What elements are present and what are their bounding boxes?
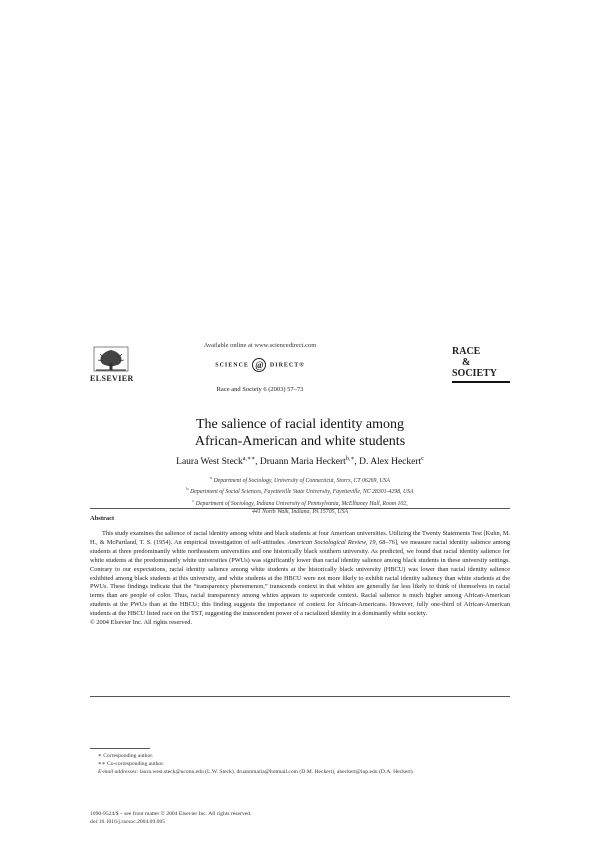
elsevier-tree-icon [90,346,132,374]
author-separator: , [354,457,360,468]
author-name: Laura West Steck [176,457,243,468]
author-separator: , [255,457,260,468]
title-line-1: The salience of racial identity among [196,417,404,432]
author-marks: c [421,456,424,462]
top-divider [90,508,510,509]
bottom-divider [90,696,510,697]
footnotes [90,748,510,776]
availability-text: Available online at www.sciencedirect.com [203,342,317,349]
footnote-emails [90,768,510,776]
affiliation-line [90,497,510,508]
title-line-2: African-American and white students [194,434,406,449]
footnote-rule [90,748,150,749]
doi-line: doi:10.1016/j.racsoc.2004.09.005 [90,819,166,825]
affiliation-mark: c [192,497,195,503]
issn-block [90,810,251,826]
abstract-text-2: 68–76], we measure racial identity salience among students at three predominantly white northeastern universities and one historically black southern university. As predicted, we found that racial identity salience for white students at the predominantly white universities (PWUs) was significantly lower than racial identity salience among black students in these university settings. Contrary to our expectations, racial identity salience among white students at the historically black university (HBCU) was lower than racial identity salience exhibited among black students at this university, and white students at the HBCU were not more likely to exhibit racial identity saliency than white students at the PWUs. These findings indicate that the “transparency phenomenon,” transcends context in that whites are generally far less likely to think of themselves in racial terms than are people of color. Thus, racial transparency among whites appears to supercede context. Racial salience is much higher among African-American students at the PWUs than at the HBCU; this finding suggests the importance of context for African-Americans. However, fully one-third of African-American students at the HBCU listed race on the TST, suggesting the transcendent power of a racialized identity in a dominantly white society. [90,538,511,618]
affiliation-text: 441 North Walk, Indiana, PA 15705, USA [251,508,349,515]
journal-logo-line3: SOCIETY [452,368,498,379]
affiliation-mark: a [210,475,212,480]
journal-citation: Race and Society 6 (2003) 57–73 [216,386,304,393]
affiliations [90,474,510,516]
article-title [90,416,510,450]
footnote-corresponding: ∗ Corresponding author. [98,753,154,759]
email-text: laura.west.steck@uconn.edu (L.W. Steck), druannmaria@hotmail.com (D.M. Heckert), aheckert@iup.edu (D.A. Heckert). [138,769,415,775]
affiliation-line [90,485,510,496]
abstract-body [90,530,510,628]
sd-right-text: DIRECT® [269,362,305,369]
publisher-name: ELSEVIER [90,374,134,383]
issn-line: 1090-9524/$ – see front matter © 2004 Elsevier Inc. All rights reserved. [90,811,252,817]
author-list [90,455,510,467]
affiliation-mark: b [186,486,189,492]
abstract-copyright: © 2004 Elsevier Inc. All rights reserved. [90,619,193,627]
abstract-journal-ref: American Sociological Review, 19, [287,538,378,546]
affiliation-text: Department of Sociology, University of Connecticut, Storrs, CT 06269, USA [213,477,390,484]
author-marks: a,∗∗ [242,456,256,462]
author-name: Druann Maria Heckert [259,457,346,468]
affiliation-text: Department of Sociology, Indiana University of Pennsylvania, McElhaney Hall, Room 102, [195,500,408,507]
affiliation-text: Department of Social Sciences, Fayetteville State University, Fayetteville, NC 28301-4298, USA [190,489,414,496]
sd-at-icon: @ [252,358,266,372]
journal-logo-line2: & [462,357,471,368]
journal-header [90,340,510,393]
author-name: D. Alex Heckert [359,457,422,468]
email-label: E-mail addresses: [98,769,139,775]
author-marks: b,∗ [345,456,355,462]
publisher-logo [90,346,132,374]
affiliation-line [90,474,510,485]
journal-logo-line1: RACE [452,346,481,357]
sciencedirect-logo [160,358,360,372]
journal-logo [452,346,510,383]
affiliation-line [90,508,510,516]
sd-left-text: SCIENCE [215,362,249,369]
header-center [160,340,360,393]
abstract-paragraph [90,530,510,619]
abstract-heading: Abstract [90,515,115,522]
abstract-text-1: This study examines the salience of racial identity among white and black students at four American universities. Utilizing the Twenty Statements Test [Kuhn, M. H., & McPartland, T. S. (1954). An empirical investigation of self-attitudes. [90,530,510,546]
footnote-co-corresponding: ∗∗ Co-corresponding author. [98,761,165,767]
